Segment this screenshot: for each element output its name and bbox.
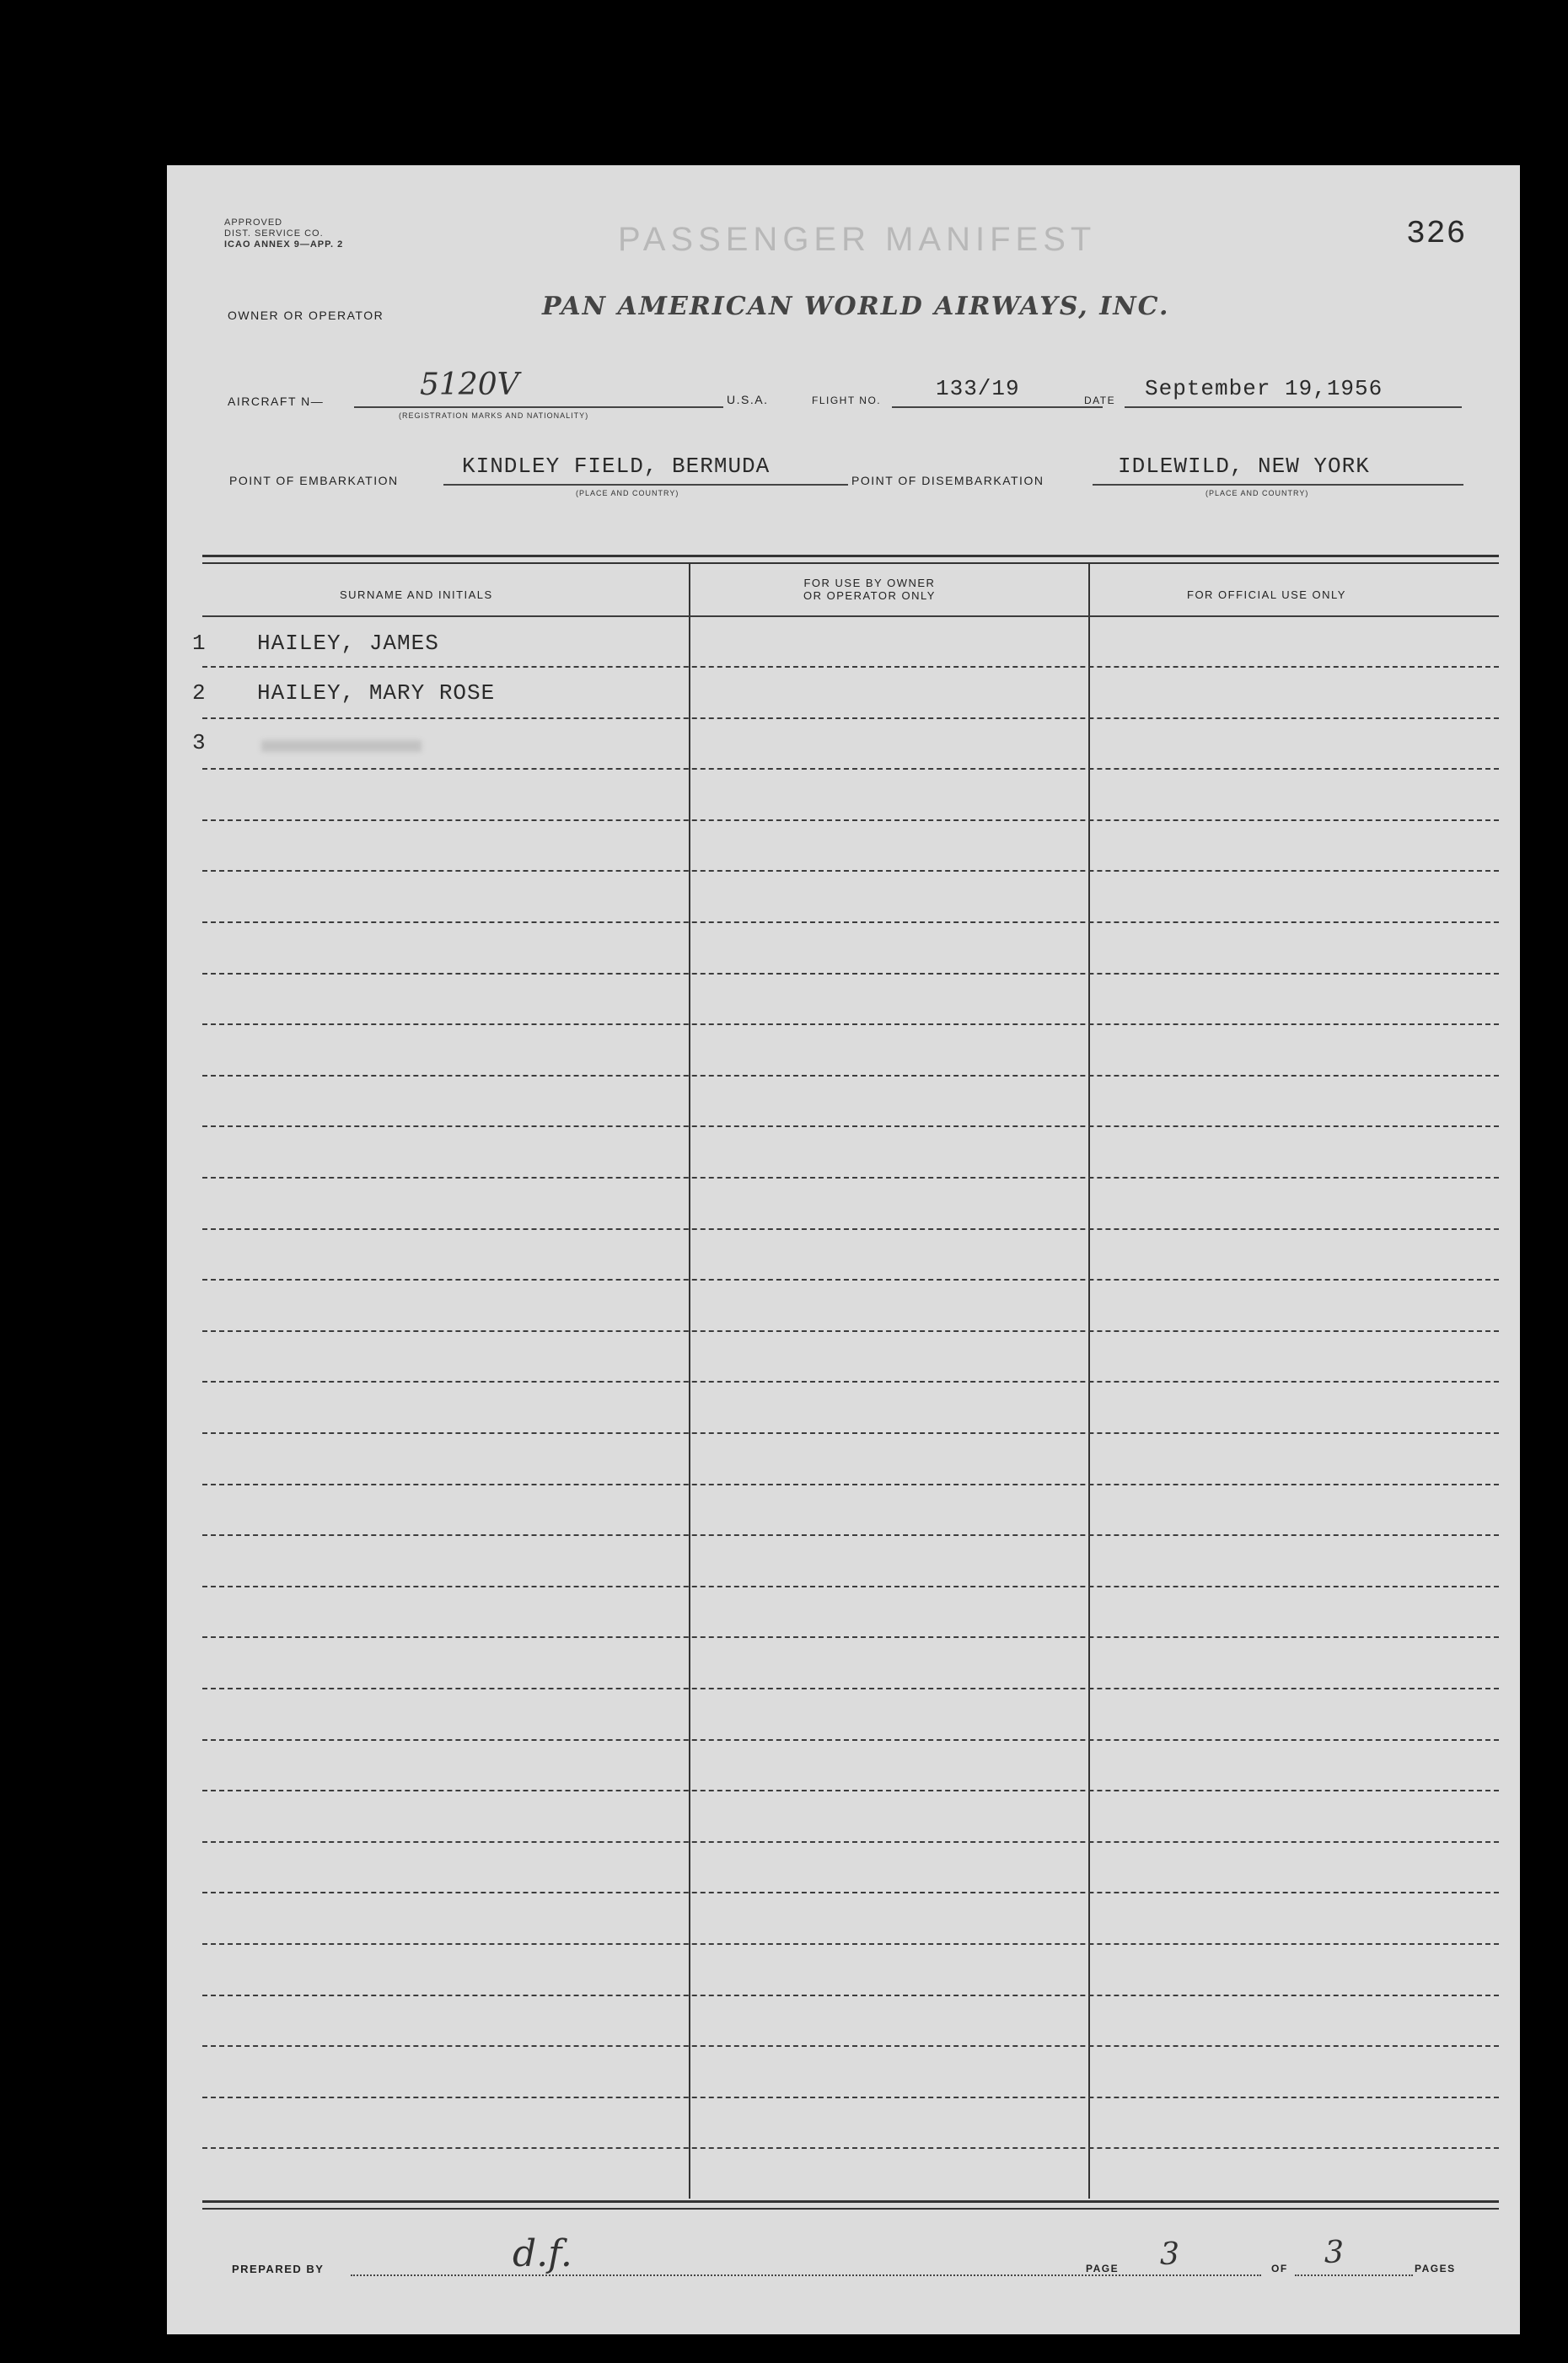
row-rule (202, 1023, 1499, 1025)
date-value: September 19,1956 (1145, 376, 1383, 401)
registration-caption: (REGISTRATION MARKS AND NATIONALITY) (399, 411, 589, 420)
pages-label: PAGES (1415, 2263, 1456, 2274)
row-rule (202, 973, 1499, 975)
row-rule (202, 1636, 1499, 1638)
passenger-name: HAILEY, JAMES (257, 631, 439, 656)
col2-header-line-1: FOR USE BY OWNER (803, 577, 936, 589)
row-rule (202, 1892, 1499, 1893)
row-rule (202, 1484, 1499, 1485)
row-rule (202, 1075, 1499, 1077)
disembarkation-value: IDLEWILD, NEW YORK (1118, 454, 1370, 479)
row-rule (202, 1330, 1499, 1332)
row-rule (202, 1432, 1499, 1434)
redacted-name (261, 740, 422, 752)
of-value: 3 (1324, 2236, 1344, 2270)
row-rule (202, 1790, 1499, 1791)
row-rule (202, 1279, 1499, 1281)
row-rule (202, 717, 1499, 719)
owner-label: OWNER OR OPERATOR (228, 309, 384, 322)
table-top-rule (202, 555, 1499, 564)
flight-underline (892, 406, 1103, 408)
prepared-by-underline (351, 2274, 1261, 2276)
prepared-by-value: d.f. (513, 2232, 572, 2275)
aircraft-label: AIRCRAFT N— (228, 395, 325, 408)
embarkation-caption: (PLACE AND COUNTRY) (576, 489, 679, 497)
flight-label: FLIGHT NO. (812, 395, 882, 406)
of-underline (1295, 2274, 1413, 2276)
approval-line-2: DIST. SERVICE CO. (224, 228, 324, 239)
row-number: 3 (192, 730, 206, 755)
row-rule (202, 1228, 1499, 1230)
aircraft-underline (354, 406, 723, 408)
row-rule (202, 1943, 1499, 1945)
manifest-sheet (167, 165, 1520, 2334)
row-rule (202, 1688, 1499, 1689)
row-number: 2 (192, 680, 206, 706)
row-number: 1 (192, 631, 206, 656)
row-rule (202, 1534, 1499, 1536)
date-underline (1125, 406, 1462, 408)
passenger-name: HAILEY, MARY ROSE (257, 680, 496, 706)
row-rule (202, 2097, 1499, 2098)
row-rule (202, 2147, 1499, 2149)
page-label: PAGE (1086, 2263, 1120, 2274)
col2-header-line-2: OR OPERATOR ONLY (803, 589, 936, 602)
of-label: OF (1271, 2263, 1288, 2274)
row-rule (202, 1995, 1499, 1996)
col2-header (803, 577, 936, 602)
row-rule (202, 1739, 1499, 1741)
row-rule (202, 1586, 1499, 1587)
page-value: 3 (1160, 2237, 1179, 2272)
row-rule (202, 1381, 1499, 1383)
embarkation-value: KINDLEY FIELD, BERMUDA (462, 454, 771, 479)
approval-stamp (224, 218, 343, 250)
aircraft-value: 5120V (420, 368, 519, 402)
row-rule (202, 768, 1499, 770)
col1-header: SURNAME AND INITIALS (340, 588, 493, 601)
row-rule (202, 1125, 1499, 1127)
owner-value: PAN AMERICAN WORLD AIRWAYS, INC. (542, 292, 1170, 321)
row-rule (202, 921, 1499, 923)
table-bottom-rule (202, 2200, 1499, 2210)
approval-line-3: ICAO ANNEX 9—APP. 2 (224, 239, 344, 250)
embarkation-underline (443, 484, 848, 486)
row-rule (202, 666, 1499, 668)
disembarkation-caption: (PLACE AND COUNTRY) (1206, 489, 1309, 497)
page-stamp-number: 326 (1406, 216, 1467, 252)
disembarkation-underline (1093, 484, 1463, 486)
row-rule (202, 870, 1499, 872)
col3-header: FOR OFFICIAL USE ONLY (1187, 588, 1346, 601)
date-label: DATE (1084, 395, 1116, 406)
prepared-by-label: PREPARED BY (232, 2263, 325, 2275)
header-rule (202, 615, 1499, 617)
row-rule (202, 2045, 1499, 2047)
form-title: PASSENGER MANIFEST (618, 221, 1097, 258)
disembarkation-label: POINT OF DISEMBARKATION (851, 474, 1044, 487)
usa-label: U.S.A. (727, 393, 769, 406)
approval-line-1: APPROVED (224, 218, 283, 228)
embarkation-label: POINT OF EMBARKATION (229, 474, 399, 487)
row-rule (202, 1177, 1499, 1179)
flight-value: 133/19 (936, 376, 1020, 401)
row-rule (202, 1841, 1499, 1843)
row-rule (202, 819, 1499, 821)
